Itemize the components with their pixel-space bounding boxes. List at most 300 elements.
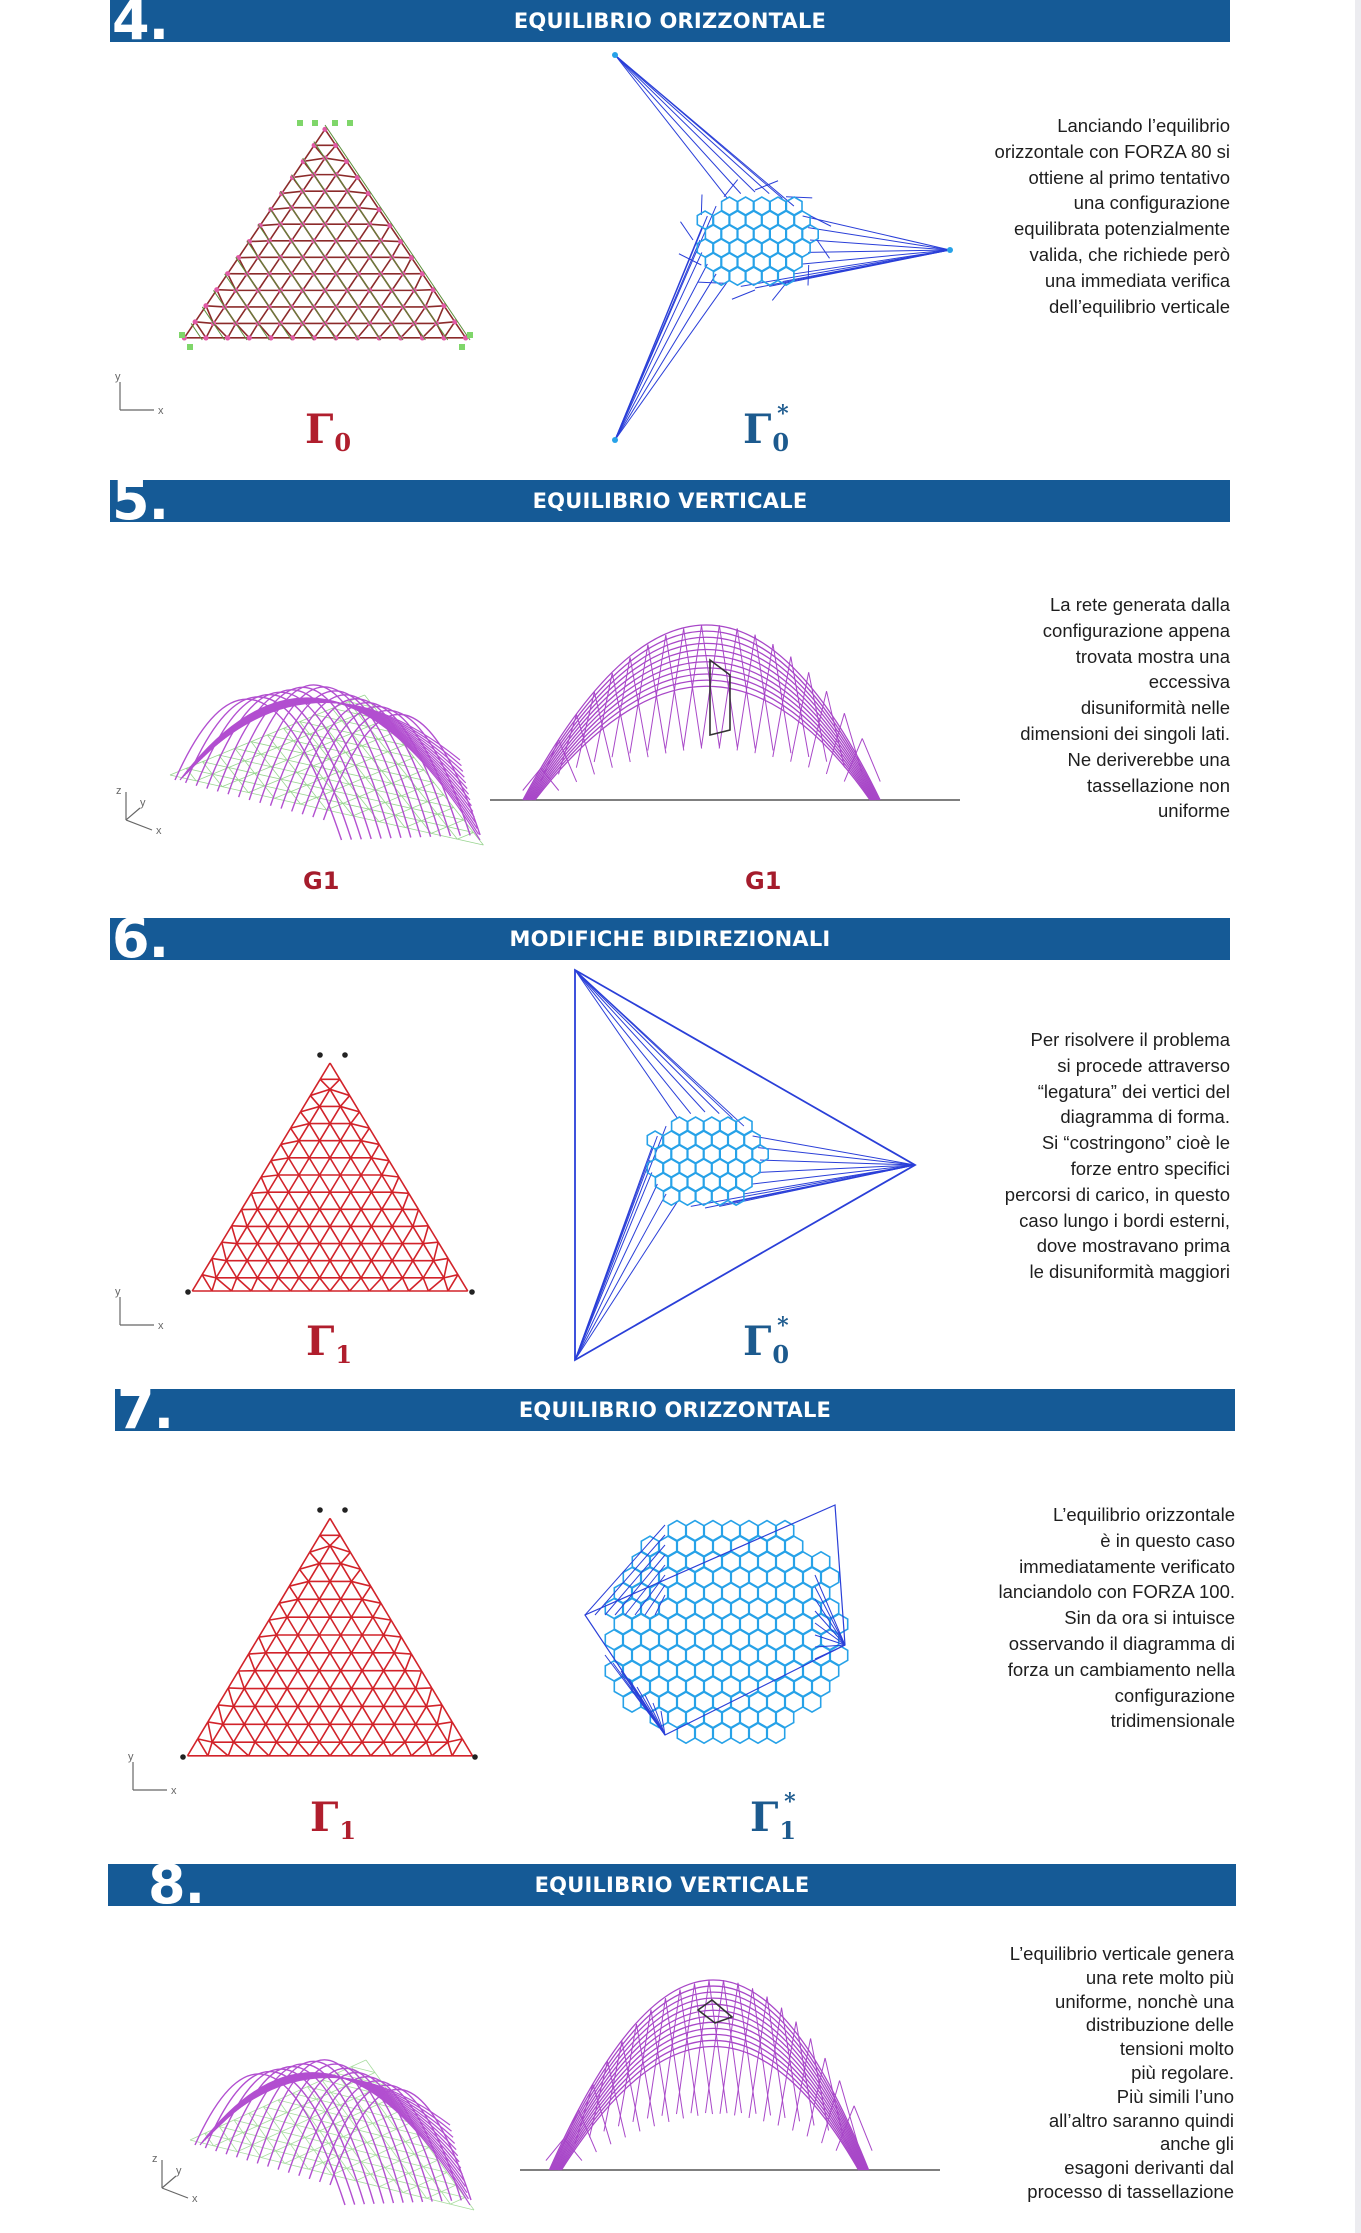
form-edge xyxy=(351,1671,362,1689)
form-edge xyxy=(269,1742,277,1756)
form-edge xyxy=(422,323,436,337)
form-edge xyxy=(379,1144,389,1160)
form-edge xyxy=(320,1141,330,1158)
xyz-axes-icon xyxy=(112,770,182,840)
form-edge xyxy=(351,1112,360,1124)
form-edge xyxy=(392,1192,402,1209)
vertical-net-g1-elevation xyxy=(490,610,960,820)
plan-edge xyxy=(261,2098,393,2158)
form-edge xyxy=(299,1278,310,1291)
form-edge xyxy=(279,1603,287,1617)
form-edge xyxy=(423,1278,428,1291)
force-edge xyxy=(772,283,786,300)
form-edge xyxy=(238,1654,248,1671)
net-edge xyxy=(299,2077,442,2201)
form-edge xyxy=(340,1096,349,1107)
form-edge xyxy=(340,1175,350,1192)
form-edge xyxy=(351,1569,360,1581)
form-edge xyxy=(412,258,423,274)
form-edge xyxy=(309,1724,320,1742)
form-edge xyxy=(416,1706,427,1724)
form-node xyxy=(193,319,198,324)
form-edge xyxy=(309,1124,319,1141)
form-edge xyxy=(341,1599,352,1617)
form-edge xyxy=(309,1192,319,1209)
force-edge xyxy=(817,240,830,258)
label-gamma1: $\Gamma_1$ xyxy=(306,1318,353,1369)
section-6-number: 6. xyxy=(112,907,169,970)
form-edge xyxy=(292,257,303,274)
form-node xyxy=(203,335,208,340)
form-edge xyxy=(320,1226,330,1243)
form-edge xyxy=(340,1244,350,1261)
form-edge xyxy=(271,193,282,209)
force-edge xyxy=(615,274,716,440)
form-edge xyxy=(299,1158,309,1175)
form-edge xyxy=(405,1742,411,1756)
form-edge xyxy=(347,241,358,258)
form-edge xyxy=(276,1689,287,1707)
form-edge xyxy=(330,1261,340,1278)
form-edge xyxy=(228,1688,244,1689)
form-edge xyxy=(217,290,236,291)
form-edge xyxy=(389,1161,399,1177)
form-edge xyxy=(394,1689,405,1707)
axis-x-label: x xyxy=(192,2193,198,2205)
form-edge xyxy=(237,1244,247,1261)
force-cell xyxy=(803,1692,820,1712)
form-edge xyxy=(299,1244,309,1261)
form-edge xyxy=(382,1226,392,1243)
form-edge xyxy=(293,323,303,337)
form-node xyxy=(203,303,208,308)
axis-z-label: z xyxy=(116,785,122,797)
form-edge xyxy=(330,1209,340,1226)
form-edge xyxy=(319,1724,330,1742)
section-7-number: 7. xyxy=(117,1378,174,1441)
form-edge xyxy=(218,1705,223,1724)
form-edge xyxy=(299,1141,309,1158)
support-node xyxy=(467,332,473,338)
form-edge xyxy=(340,1124,350,1141)
form-edge xyxy=(416,1724,427,1742)
form-edge xyxy=(298,1599,309,1617)
form-edge xyxy=(434,1258,449,1260)
form-edge xyxy=(392,307,403,324)
form-edge xyxy=(198,1722,208,1739)
form-edge xyxy=(370,210,379,225)
form-edge xyxy=(426,1724,437,1742)
form-edge xyxy=(403,1261,413,1278)
form-edge xyxy=(238,242,249,258)
form-edge xyxy=(258,241,269,258)
form-overlay-edge xyxy=(280,191,380,340)
form-edge xyxy=(455,322,466,338)
form-edge xyxy=(394,1653,405,1671)
section-8-description: L’equilibrio verticale genera una rete molto più uniforme, nonchè una distribuzione delle tensioni molto più regolare. Più simili l’uno all’altro saranno quindi anche gli esagoni derivanti dal processo di tassellazione xyxy=(1009,1943,1234,2202)
form-edge xyxy=(269,290,280,307)
bound-node xyxy=(317,1507,323,1513)
form-edge xyxy=(369,1278,381,1291)
form-edge xyxy=(347,191,368,193)
net-edge xyxy=(694,1984,712,2115)
form-edge xyxy=(390,226,401,242)
form-edge xyxy=(340,1141,350,1158)
form-edge xyxy=(244,1689,255,1707)
axis-x-label: x xyxy=(171,1785,177,1797)
form-edge xyxy=(309,1141,319,1158)
form-edge xyxy=(357,323,369,337)
form-edge xyxy=(241,1193,251,1209)
support-node xyxy=(459,344,465,350)
form-edge xyxy=(280,208,291,225)
form-edge xyxy=(212,1258,227,1260)
form-edge xyxy=(309,1599,320,1617)
form-edge xyxy=(309,1653,320,1671)
form-edge xyxy=(278,1192,288,1209)
form-edge xyxy=(382,1261,392,1278)
form-edge xyxy=(276,1653,287,1671)
form-edge xyxy=(310,1096,319,1107)
form-edge xyxy=(433,290,444,306)
form-edge xyxy=(268,1175,278,1192)
form-edge xyxy=(401,242,412,258)
form-edge xyxy=(260,210,271,226)
form-edge xyxy=(370,307,381,324)
form-edge xyxy=(228,258,239,274)
form-edge xyxy=(299,1175,309,1192)
form-edge xyxy=(276,1635,287,1653)
form-edge xyxy=(330,1518,340,1535)
form-edge xyxy=(403,258,411,274)
form-edge xyxy=(303,241,314,258)
form-edge xyxy=(411,1654,421,1671)
form-edge xyxy=(269,1620,277,1635)
form-edge xyxy=(251,1192,268,1193)
axis-line xyxy=(126,808,140,820)
force-edge xyxy=(575,1172,652,1360)
form-edge xyxy=(358,224,369,241)
form-edge xyxy=(195,322,206,338)
form-edge xyxy=(309,1226,319,1243)
form-edge xyxy=(330,1079,340,1089)
form-edge xyxy=(361,1192,371,1209)
force-edge xyxy=(732,290,755,299)
form-edge xyxy=(292,290,303,307)
form-edge xyxy=(391,1620,401,1637)
force-edge xyxy=(701,195,702,215)
support-node xyxy=(187,344,193,350)
axis-x-label: x xyxy=(158,405,164,417)
form-edge xyxy=(330,1671,341,1689)
form-edge xyxy=(422,1671,432,1688)
form-edge xyxy=(362,1689,373,1707)
form-edge xyxy=(228,1742,233,1756)
form-edge xyxy=(444,306,455,322)
form-edge xyxy=(299,1226,309,1243)
form-edge xyxy=(276,1671,287,1689)
form-edge xyxy=(370,274,381,291)
form-edge xyxy=(351,1724,362,1742)
form-edge xyxy=(310,1742,320,1756)
form-edge xyxy=(330,1653,341,1671)
force-edge xyxy=(635,1575,665,1615)
form-edge xyxy=(361,1209,371,1226)
form-edge xyxy=(249,241,269,242)
form-edge xyxy=(381,290,392,307)
form-edge xyxy=(414,290,433,291)
form-edge xyxy=(320,1261,330,1278)
form-edge xyxy=(336,145,347,161)
form-edge xyxy=(340,1158,350,1175)
form-edge xyxy=(309,1635,320,1653)
form-edge xyxy=(434,1261,444,1278)
form-edge xyxy=(202,1258,212,1274)
form-edge xyxy=(462,1739,472,1756)
form-edge xyxy=(452,1722,462,1739)
form-edge xyxy=(423,1244,433,1261)
form-edge xyxy=(255,1689,266,1707)
form-edge xyxy=(281,1144,289,1157)
axis-line xyxy=(126,820,152,830)
form-edge xyxy=(228,1671,238,1688)
form-edge xyxy=(340,1209,350,1226)
form-edge xyxy=(416,1688,432,1689)
form-edge xyxy=(236,307,247,324)
form-edge xyxy=(373,1706,384,1724)
form-edge xyxy=(226,1261,236,1278)
form-edge xyxy=(444,1278,448,1291)
form-edge xyxy=(330,1192,340,1209)
form-edge xyxy=(255,1653,266,1671)
form-edge xyxy=(247,1226,257,1243)
form-edge xyxy=(392,274,403,291)
form-edge xyxy=(251,1193,257,1209)
form-edge xyxy=(419,1210,429,1226)
form-edge xyxy=(260,224,280,225)
form-edge xyxy=(289,1175,299,1192)
form-edge xyxy=(314,191,325,208)
form-edge xyxy=(319,1617,330,1635)
form-edge xyxy=(399,1177,409,1193)
force-edge xyxy=(575,1202,678,1360)
form-edge xyxy=(320,1106,330,1123)
form-edge xyxy=(437,1722,452,1724)
form-edge xyxy=(330,1724,341,1742)
form-edge xyxy=(341,1689,352,1707)
form-edge xyxy=(251,1177,261,1193)
form-edge xyxy=(319,1581,330,1599)
form-edge xyxy=(266,1653,277,1671)
form-edge xyxy=(371,1209,381,1226)
form-edge xyxy=(336,224,347,241)
net-edge xyxy=(186,697,352,840)
form-edge xyxy=(351,1141,361,1158)
form-edge xyxy=(423,1226,428,1244)
form-edge xyxy=(403,1244,413,1261)
label-gamma1-star: $\Gamma_1^*$ xyxy=(750,1789,797,1845)
section-8-number: 8. xyxy=(148,1853,205,1916)
form-edge xyxy=(444,1258,448,1277)
force-cell xyxy=(749,1723,766,1743)
form-edge xyxy=(413,1226,429,1227)
form-edge xyxy=(371,1192,381,1209)
form-edge xyxy=(320,1175,330,1192)
form-edge xyxy=(218,1688,228,1705)
form-edge xyxy=(269,1603,279,1620)
force-cell xyxy=(713,1723,730,1743)
form-edge xyxy=(401,1637,411,1654)
form-edge xyxy=(361,1175,371,1192)
form-edge xyxy=(382,1192,392,1209)
form-edge xyxy=(244,1724,255,1742)
form-edge xyxy=(448,1258,458,1274)
form-edge xyxy=(212,1258,216,1277)
form-edge xyxy=(222,1226,232,1242)
form-edge xyxy=(403,1226,413,1243)
label-gamma0-star-6: $\Gamma_0^*$ xyxy=(743,1313,790,1369)
form-edge xyxy=(247,1209,257,1226)
form-edge xyxy=(249,1637,259,1654)
form-edge xyxy=(289,1261,299,1278)
form-edge xyxy=(276,1617,287,1635)
form-edge xyxy=(403,1278,409,1291)
form-edge xyxy=(314,224,325,241)
net-edge xyxy=(735,1988,753,2115)
force-cell xyxy=(680,1187,696,1205)
form-edge xyxy=(330,1535,340,1545)
form-edge xyxy=(361,1261,371,1278)
form-edge xyxy=(413,1210,419,1227)
form-edge xyxy=(271,1144,281,1160)
form-edge xyxy=(232,1210,242,1226)
form-edge xyxy=(371,1175,381,1192)
form-edge xyxy=(330,1706,341,1724)
form-edge xyxy=(234,1689,245,1707)
form-edge xyxy=(391,1742,405,1756)
form-edge xyxy=(261,1175,278,1177)
form-edge xyxy=(413,1244,423,1261)
form-edge xyxy=(414,274,422,291)
form-edge xyxy=(287,1653,298,1671)
form-edge xyxy=(350,1278,361,1291)
axis-line xyxy=(162,2188,188,2198)
form-edge xyxy=(238,1671,244,1689)
form-edge xyxy=(394,1724,405,1742)
form-edge xyxy=(314,129,325,145)
form-edge xyxy=(289,1192,299,1209)
form-edge xyxy=(309,1209,319,1226)
form-edge xyxy=(208,1722,212,1742)
form-edge xyxy=(261,1177,268,1192)
form-edge xyxy=(268,1244,278,1261)
bound-node xyxy=(342,1507,348,1513)
form-edge xyxy=(244,1706,255,1724)
form-edge xyxy=(258,1244,268,1261)
net-edge xyxy=(196,695,361,840)
form-edge xyxy=(330,1581,341,1599)
form-node xyxy=(247,335,252,340)
axis-y-label: y xyxy=(140,797,146,809)
axis-x-label: x xyxy=(156,825,162,837)
form-edge xyxy=(413,1261,423,1278)
form-edge xyxy=(428,1226,438,1242)
form-edge xyxy=(411,1742,426,1756)
form-edge xyxy=(184,322,195,338)
axis-line xyxy=(162,2176,176,2188)
form-edge xyxy=(384,1671,395,1689)
form-edge xyxy=(319,1635,330,1653)
form-edge xyxy=(350,1742,362,1756)
support-node xyxy=(297,120,303,126)
net-edge xyxy=(764,2008,782,2122)
form-edge xyxy=(319,1599,330,1617)
form-edge xyxy=(347,208,358,225)
force-cell xyxy=(664,1187,680,1205)
force-cell xyxy=(731,1723,748,1743)
form-edge xyxy=(384,1742,392,1756)
form-edge xyxy=(258,1261,268,1278)
form-edge xyxy=(237,1278,252,1291)
net-edge xyxy=(738,1983,756,2114)
form-edge xyxy=(341,1552,351,1563)
force-edge xyxy=(575,970,678,1118)
form-edge xyxy=(336,290,347,307)
force-cell xyxy=(762,267,778,285)
form-edge xyxy=(237,1261,247,1278)
axis-y-label: y xyxy=(176,2165,182,2177)
form-edge xyxy=(266,1706,277,1724)
form-edge xyxy=(394,1706,405,1724)
form-edge xyxy=(382,1209,392,1226)
form-edge xyxy=(409,1278,424,1291)
form-overlay-edge xyxy=(258,224,336,340)
section-7-description: L’equilibrio orizzontale è in questo caso immediatamente verificato lanciandolo con FORZA 100. Sin da ora si intuisce osservando il diagramma di forza un cambiamento nella configurazione tridimensionale xyxy=(998,1504,1235,1732)
form-edge xyxy=(303,274,314,291)
form-edge xyxy=(298,1653,309,1671)
form-edge xyxy=(373,1689,384,1707)
form-edge xyxy=(319,1742,330,1756)
form-edge xyxy=(208,1705,218,1722)
form-edge xyxy=(426,1688,431,1706)
bound-node xyxy=(317,1052,323,1058)
form-edge xyxy=(319,1653,330,1671)
form-edge xyxy=(320,1063,330,1079)
axis-y-label: y xyxy=(115,1286,121,1298)
form-edge xyxy=(351,1599,362,1617)
form-edge xyxy=(249,1653,266,1654)
net-edge xyxy=(791,657,809,757)
force-edge xyxy=(786,197,812,198)
form-edge xyxy=(373,1617,391,1620)
form-edge xyxy=(371,1158,389,1161)
plan-edge xyxy=(450,2198,465,2205)
bound-node xyxy=(469,1289,475,1295)
axis-x-label: x xyxy=(158,1320,164,1332)
net-edge xyxy=(612,673,630,762)
form-edge xyxy=(373,1635,384,1653)
form-edge xyxy=(269,257,280,274)
form-edge xyxy=(289,1586,298,1599)
form-edge xyxy=(213,323,227,337)
form-edge xyxy=(371,1144,379,1157)
form-edge xyxy=(258,274,269,291)
form-edge xyxy=(432,1688,442,1705)
net-edge xyxy=(773,657,791,757)
form-edge xyxy=(314,257,325,274)
form-edge xyxy=(358,290,369,307)
form-edge xyxy=(325,129,336,145)
